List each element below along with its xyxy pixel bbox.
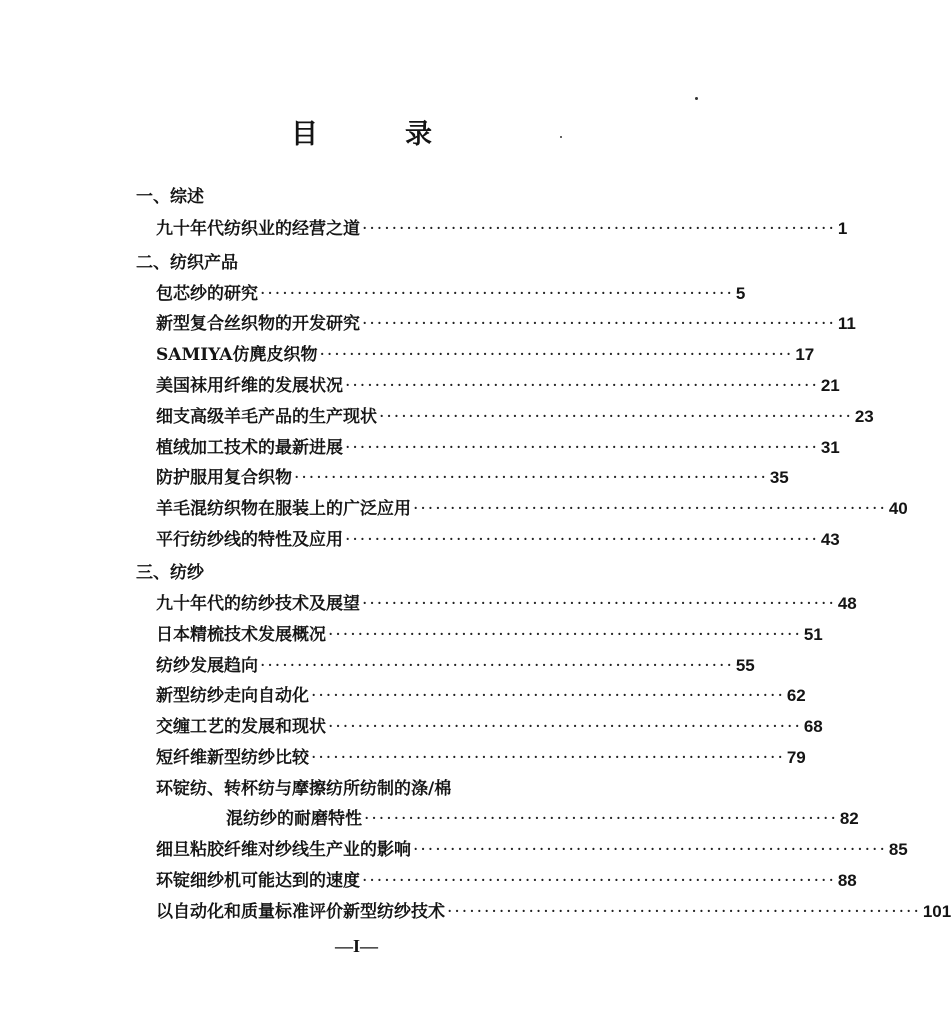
toc-entry-line1[interactable]: 环锭纺、转杯纺与摩擦纺所纺制的涤/棉	[156, 779, 452, 799]
toc-entry[interactable]	[156, 681, 806, 707]
leader-dots: ································································	[294, 468, 768, 488]
toc-entry[interactable]	[156, 214, 848, 240]
page-title	[0, 112, 713, 152]
entry-title: SAMIYA仿麂皮织物	[156, 345, 318, 365]
entry-page: 62	[786, 686, 806, 705]
entry-title: 混纺纱的耐磨特性	[226, 809, 362, 829]
section-heading-spinning: 三、纺纱	[136, 563, 204, 583]
toc-entry[interactable]	[156, 620, 823, 646]
toc-entry[interactable]	[156, 494, 908, 520]
leader-dots: ································································	[362, 314, 836, 334]
entry-title: 植绒加工技术的最新进展	[156, 438, 343, 458]
entry-page: 48	[837, 594, 857, 613]
entry-title: 羊毛混纺织物在服装上的广泛应用	[156, 499, 411, 519]
entry-page: 35	[769, 468, 789, 487]
toc-entry[interactable]	[156, 835, 908, 861]
entry-title: 纺纱发展趋向	[156, 656, 258, 676]
leader-dots: ································································	[413, 499, 887, 519]
entry-title: 日本精梳技术发展概况	[156, 625, 326, 645]
entry-page: 51	[803, 625, 823, 644]
toc-entry[interactable]	[226, 804, 859, 830]
entry-page: 23	[854, 407, 874, 426]
entry-title: 包芯纱的研究	[156, 284, 258, 304]
scan-speck	[695, 97, 698, 100]
entry-page: 31	[820, 438, 840, 457]
page-number-footer: —I—	[334, 936, 378, 956]
entry-page: 82	[839, 809, 859, 828]
entry-page: 68	[803, 717, 823, 736]
entry-title: 新型纺纱走向自动化	[156, 686, 309, 706]
entry-title: 防护服用复合织物	[156, 468, 292, 488]
entry-title: 细旦粘胶纤维对纱线生产业的影响	[156, 840, 411, 860]
entry-title: 以自动化和质量标准评价新型纺纱技术	[156, 902, 445, 922]
leader-dots: ································································	[260, 284, 734, 304]
entry-page: 40	[888, 499, 908, 518]
entry-title: 平行纺纱线的特性及应用	[156, 530, 343, 550]
entry-page: 1	[837, 219, 848, 238]
leader-dots: ································································	[364, 809, 838, 829]
entry-title: 短纤维新型纺纱比较	[156, 748, 309, 768]
leader-dots: ································································	[328, 625, 802, 645]
toc-entry[interactable]	[156, 866, 857, 892]
entry-title: 新型复合丝织物的开发研究	[156, 314, 360, 334]
entry-title: 九十年代纺织业的经营之道	[156, 219, 360, 239]
section-heading-textile-products: 二、纺织产品	[136, 253, 238, 273]
entry-page: 88	[837, 871, 857, 890]
leader-dots: ································································	[379, 407, 853, 427]
leader-dots: ································································	[319, 345, 794, 365]
leader-dots: ································································	[345, 376, 819, 396]
toc-entry[interactable]	[156, 743, 806, 769]
entry-title: 九十年代的纺纱技术及展望	[156, 594, 360, 614]
leader-dots: ································································	[311, 748, 785, 768]
toc-entry[interactable]	[156, 589, 857, 615]
toc-entry[interactable]	[156, 309, 856, 335]
title-char-lu: 录	[405, 119, 432, 150]
entry-title: 环锭细纱机可能达到的速度	[156, 871, 360, 891]
toc-entry[interactable]	[156, 433, 840, 459]
leader-dots: ································································	[311, 686, 785, 706]
leader-dots: ································································	[447, 902, 921, 922]
toc-entry[interactable]	[156, 525, 840, 551]
entry-page: 11	[837, 314, 856, 333]
toc-entry[interactable]	[156, 279, 746, 305]
entry-page: 17	[795, 345, 815, 364]
leader-dots: ································································	[328, 717, 802, 737]
toc-entry[interactable]	[156, 463, 789, 489]
toc-entry[interactable]	[156, 340, 815, 366]
toc-entry[interactable]	[156, 371, 840, 397]
toc-entry[interactable]	[156, 712, 823, 738]
title-char-mu: 目	[291, 119, 318, 150]
entry-page: 85	[888, 840, 908, 859]
leader-dots: ································································	[345, 438, 819, 458]
entry-title: 美国袜用纤维的发展状况	[156, 376, 343, 396]
toc-entry[interactable]	[156, 897, 951, 923]
entry-page: 101	[922, 902, 951, 921]
section-heading-overview: 一、综述	[136, 187, 204, 207]
leader-dots: ································································	[260, 656, 734, 676]
entry-page: 21	[820, 376, 840, 395]
entry-page: 5	[735, 284, 746, 303]
leader-dots: ································································	[345, 530, 819, 550]
toc-entry[interactable]	[156, 651, 755, 677]
entry-page: 55	[735, 656, 755, 675]
entry-title: 细支高级羊毛产品的生产现状	[156, 407, 377, 427]
leader-dots: ································································	[362, 219, 836, 239]
entry-page: 43	[820, 530, 840, 549]
entry-page: 79	[786, 748, 806, 767]
toc-entry[interactable]	[156, 402, 874, 428]
leader-dots: ································································	[413, 840, 887, 860]
scan-speck	[560, 136, 562, 138]
leader-dots: ································································	[362, 871, 836, 891]
leader-dots: ································································	[362, 594, 836, 614]
entry-title: 交缠工艺的发展和现状	[156, 717, 326, 737]
